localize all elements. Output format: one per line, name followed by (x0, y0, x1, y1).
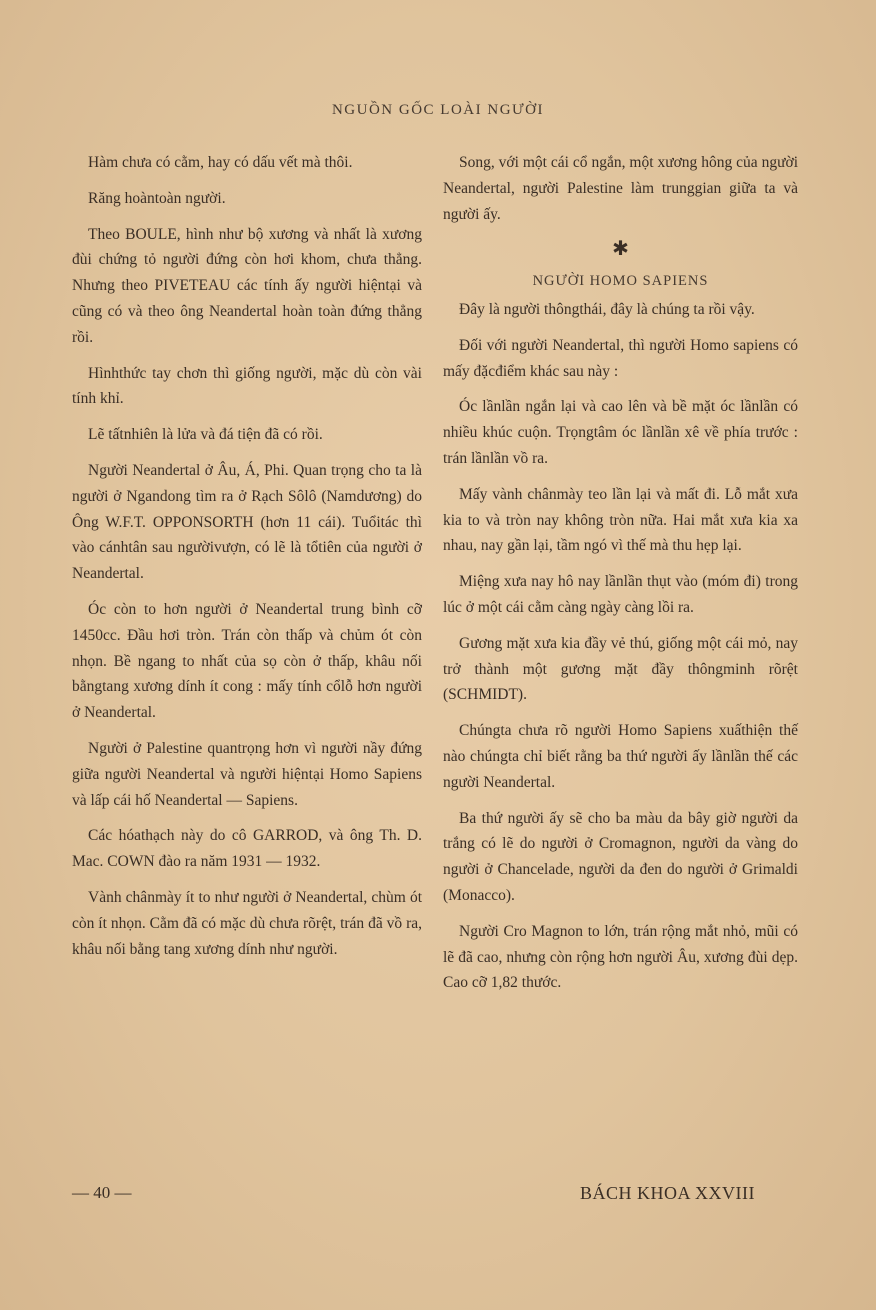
paragraph: Hàm chưa có cằm, hay có dấu vết mà thôi. (88, 154, 353, 171)
paragraph: Hìnhthức tay chơn thì giống người, mặc dù còn vài tính khỉ. (72, 364, 422, 408)
paragraph: Miệng xưa nay hô nay lầnlần thụt vào (móm đi) trong lúc ở một cái cằm càng ngày càng lồi ra. (443, 573, 798, 616)
paragraph: Chúngta chưa rõ người Homo Sapiens xuấthiện thế nào chúngta chỉ biết rằng ba thứ người ấy lầnlần thế các người Neandertal. (443, 722, 798, 791)
paragraph: Các hóathạch này do cô GARROD, và ông Th. D. Mac. COWN đào ra năm 1931 — 1932. (72, 827, 422, 871)
paragraph: Người Cro Magnon to lớn, trán rộng mắt nhỏ, mũi có lẽ đã cao, nhưng còn rộng hơn người Âu, xương đùi dẹp. Cao cỡ 1,82 thước. (443, 922, 798, 992)
left-column (72, 150, 422, 972)
paragraph: Vành chânmày ít to như người ở Neandertal, chùm ót còn ít nhọn. Cằm đã có mặc dù chưa rõrệt, trán đã vồ ra, khâu nối bằng tang xương dính như người. (72, 888, 422, 958)
paragraph: Mấy vành chânmày teo lần lại và mất đi. Lỗ mắt xưa kia to và tròn nay không tròn nữa. Hai mắt xưa kia xa nhau, nay gần lại, tầm ngó vì thế mà thu hẹp lại. (443, 485, 798, 555)
paragraph: Theo BOULE, hình như bộ xương và nhất là xương đùi chứng tỏ người đứng còn hơi khom, chưa thẳng. Nhưng theo PIVETEAU các tính ấy người hiệntại và cũng có và theo ông Neandertal hoàn toàn đứng thẳng rồi. (72, 225, 422, 346)
separator-ornament: ✱ (612, 238, 629, 261)
paragraph: Óc còn to hơn người ở Neandertal trung bình cỡ 1450cc. Đầu hơi tròn. Trán còn thấp và chủm ót còn nhọn. Bề ngang to nhất của sọ còn ở thấp, khâu nối bằngtang xương dính ít cong : mấy tính cổlỗ hơn người ở Neandertal. (72, 600, 422, 722)
journal-label: BÁCH KHOA XXVIII (580, 1183, 755, 1203)
paragraph: Đây là người thôngthái, đây là chúng ta rồi vậy. (459, 300, 755, 318)
paragraph: Lẽ tấtnhiên là lửa và đá tiện đã có rồi. (88, 426, 323, 444)
page-header: NGUỒN GỐC LOÀI NGƯỜI (331, 102, 545, 118)
section-title: NGƯỜI HOMO SAPIENS (532, 273, 709, 290)
right-column (443, 150, 798, 1006)
paragraph: Người ở Palestine quantrọng hơn vì người nầy đứng giữa người Neandertal và người hiệntại Homo Sapiens và lấp cái hố Neandertal — Sapiens. (72, 739, 422, 809)
paragraph: Gương mặt xưa kia đầy vẻ thú, giống một cái mỏ, nay trở thành một gương mặt đầy thôngminh rõrệt (SCHMIDT). (443, 634, 798, 704)
paragraph: Óc lầnlần ngắn lại và cao lên và bề mặt óc lầnlần có nhiều khúc cuộn. Trọngtâm óc lầnlần xê về phía trước : trán lầnlần vồ ra. (443, 398, 798, 467)
paragraph: Răng hoàntoàn người. (88, 189, 226, 207)
page-number: — 40 — (72, 1183, 132, 1202)
paragraph: Song, với một cái cổ ngắn, một xương hông của người Neandertal, người Palestine làm trunggian giữa ta và người ấy. (443, 154, 798, 223)
paragraph: Ba thứ người ấy sẽ cho ba màu da bây giờ người da trắng có lẽ do người ở Cromagnon, người da vàng do người ở Chancelade, người da đen do người ở Grimaldi (Monacco). (443, 809, 798, 904)
paragraph: Người Neandertal ở Âu, Á, Phi. Quan trọng cho ta là người ở Ngandong tìm ra ở Rạch Sôlô (Namdương) do Ông W.F.T. OPPONSORTH (hơn 11 cái). Tuổitác thì vào cánhtân sau ngườivượn, có lẽ là tổtiên của người ở Neandertal. (72, 461, 422, 583)
paragraph: Đối với người Neandertal, thì người Homo sapiens có mấy đặcđiểm khác sau này : (443, 336, 798, 380)
